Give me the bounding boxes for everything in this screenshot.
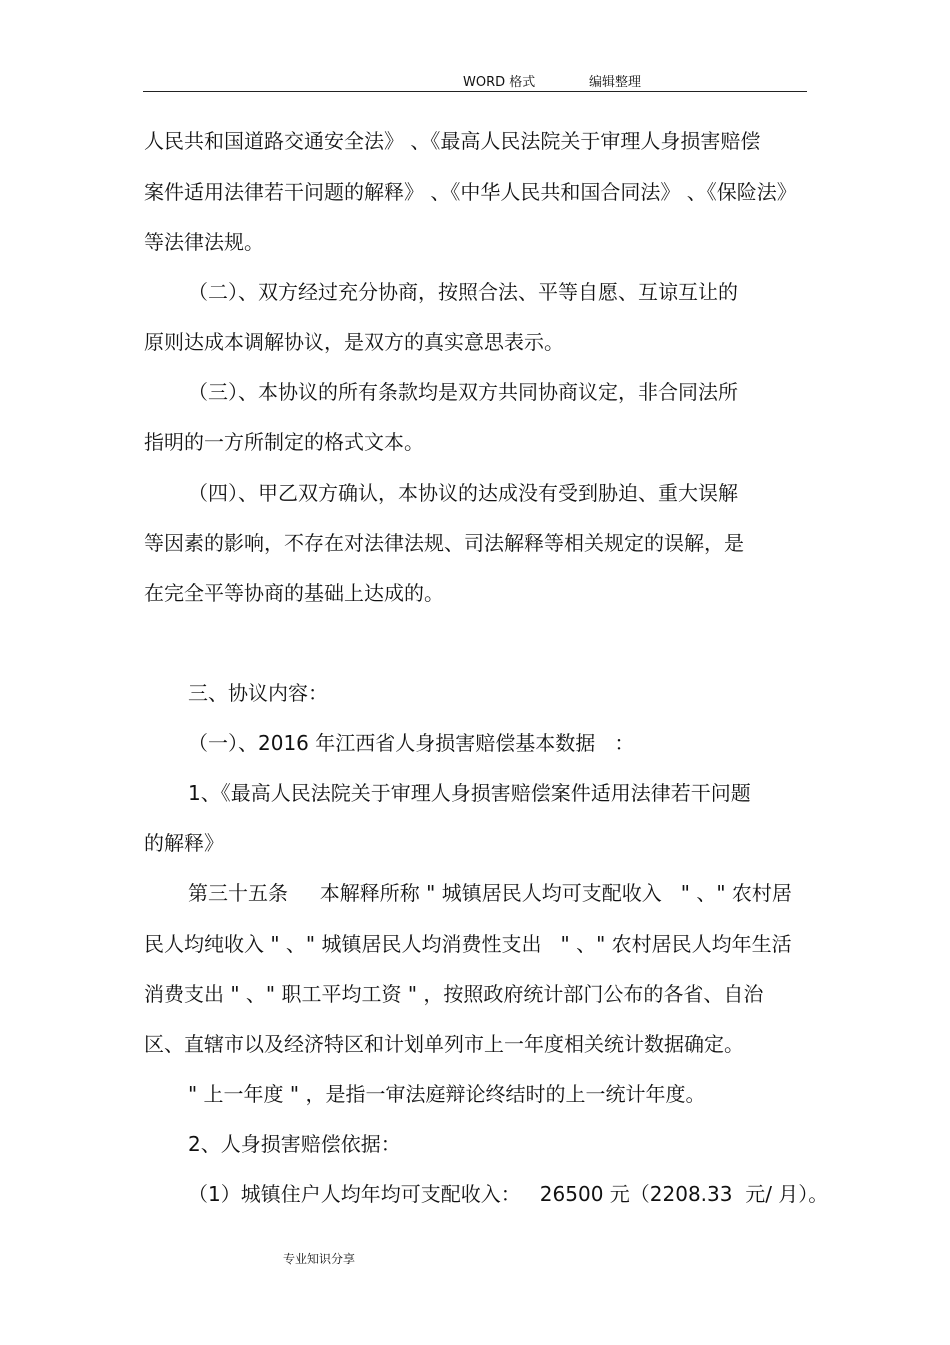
body-line: 的解释》	[144, 831, 224, 855]
body-line: （三）、本协议的所有条款均是双方共同协商议定，非合同法所	[188, 380, 738, 404]
body-line: " 上一年度 " ，是指一审法庭辩论终结时的上一统计年度。	[188, 1082, 706, 1106]
body-line: （二）、双方经过充分协商，按照合法、平等自愿、互谅互让的	[188, 280, 738, 304]
header-format-label: WORD 格式	[463, 75, 536, 90]
body-line: 1、《最高人民法院关于审理人身损害赔偿案件适用法律若干问题	[188, 781, 751, 805]
body-line: 原则达成本调解协议，是双方的真实意思表示。	[144, 330, 564, 354]
body-line: 指明的一方所制定的格式文本。	[144, 430, 424, 454]
section-heading: 三、协议内容：	[188, 681, 328, 705]
body-line: 在完全平等协商的基础上达成的。	[144, 581, 444, 605]
body-line: 消费支出 " 、" 职工平均工资 " ，按照政府统计部门公布的各省、自治	[144, 982, 764, 1006]
body-line: 民人均纯收入 " 、" 城镇居民人均消费性支出 " 、" 农村居民人均年生活	[144, 932, 792, 956]
body-line: 区、直辖市以及经济特区和计划单列市上一年度相关统计数据确定。	[144, 1032, 744, 1056]
body-line: （1）城镇住户人均年均可支配收入： 26500 元（2208.33 元/ 月）。	[188, 1182, 829, 1206]
body-line: （四）、甲乙双方确认，本协议的达成没有受到胁迫、重大误解	[188, 481, 738, 505]
header-edit-label: 编辑整理	[589, 75, 642, 90]
body-line: 第三十五条 本解释所称 " 城镇居民人均可支配收入 " 、" 农村居	[188, 881, 792, 905]
body-line: 等因素的影响，不存在对法律法规、司法解释等相关规定的误解，是	[144, 531, 744, 555]
body-line: 等法律法规。	[144, 230, 264, 254]
body-line: 案件适用法律若干问题的解释》 、《中华人民共和国合同法》 、《保险法》	[144, 180, 797, 204]
body-line: 2、人身损害赔偿依据：	[188, 1132, 401, 1156]
header-divider	[143, 91, 807, 92]
body-line: （一）、2016 年江西省人身损害赔偿基本数据 ：	[188, 731, 635, 755]
page-header	[0, 70, 950, 90]
page-footer: 专业知识分享	[283, 1252, 356, 1266]
body-line: 人民共和国道路交通安全法》 、《最高人民法院关于审理人身损害赔偿	[144, 129, 761, 153]
